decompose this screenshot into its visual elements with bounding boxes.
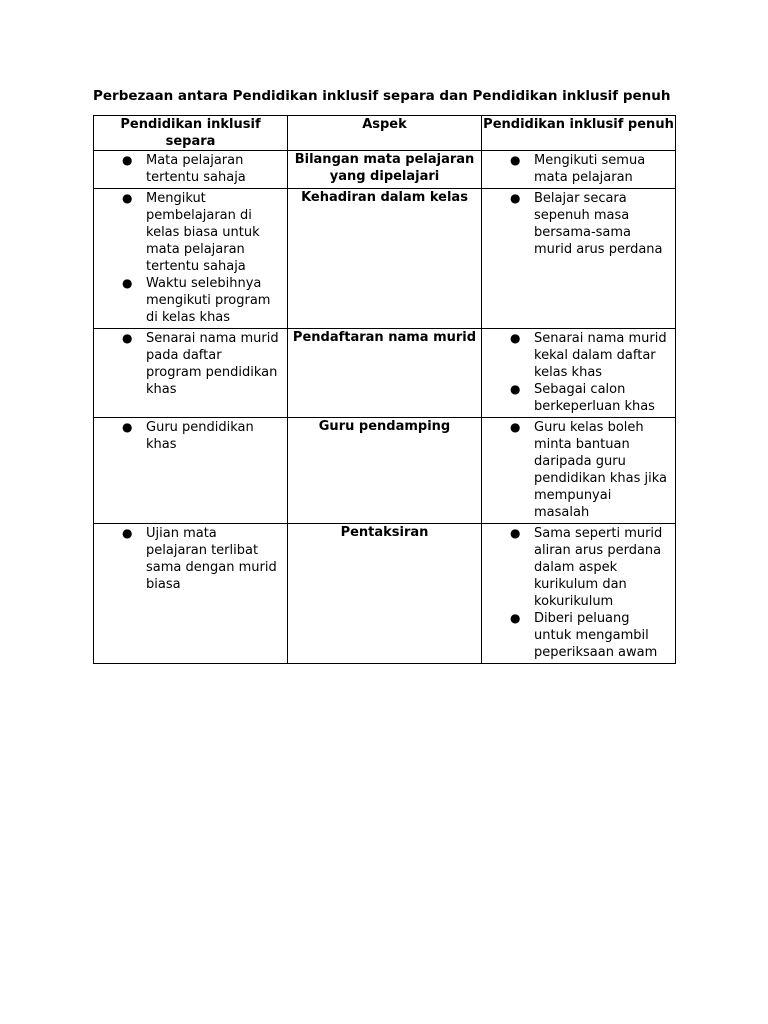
table-header-row — [94, 116, 676, 151]
list-item: ● Sebagai calon berkeperluan khas — [510, 382, 655, 414]
bullet-icon: ● — [510, 153, 521, 167]
document-title: Perbezaan antara Pendidikan inklusif separa dan Pendidikan inklusif penuh — [93, 88, 671, 104]
cell-partial — [94, 329, 288, 418]
bullet-list — [94, 418, 287, 455]
cell-partial — [94, 189, 288, 329]
cell-aspect: Kehadiran dalam kelas — [288, 189, 482, 329]
bullet-list — [94, 151, 287, 188]
bullet-icon: ● — [122, 420, 133, 434]
list-item: ● Waktu selebihnya mengikuti program di kelas khas — [122, 276, 271, 325]
bullet-icon: ● — [122, 526, 133, 540]
list-item: ● Senarai nama murid kekal dalam daftar kelas khas — [510, 331, 667, 380]
list-item: ● Guru kelas boleh minta bantuan daripada guru pendidikan khas jika mempunyai masalah — [510, 420, 667, 520]
cell-full — [482, 524, 676, 664]
header-full-inclusive: Pendidikan inklusif penuh — [482, 116, 676, 151]
bullet-icon: ● — [122, 191, 133, 205]
cell-full — [482, 189, 676, 329]
bullet-icon: ● — [122, 153, 133, 167]
list-item: ● Diberi peluang untuk mengambil peperiksaan awam — [510, 611, 658, 660]
list-item: ● Mengikuti semua mata pelajaran — [510, 153, 646, 185]
list-item: ● Guru pendidikan khas — [122, 420, 254, 452]
bullet-icon: ● — [122, 276, 133, 290]
bullet-list — [482, 151, 675, 188]
cell-aspect: Pentaksiran — [288, 524, 482, 664]
header-aspect: Aspek — [288, 116, 482, 151]
list-item: ● Senarai nama murid pada daftar program pendidikan khas — [122, 331, 279, 397]
table-row — [94, 329, 676, 418]
cell-full — [482, 329, 676, 418]
table-row — [94, 151, 676, 189]
bullet-icon: ● — [122, 331, 133, 345]
cell-aspect: Bilangan mata pelajaran yang dipelajari — [288, 151, 482, 189]
bullet-icon: ● — [510, 611, 521, 625]
cell-full — [482, 418, 676, 524]
cell-aspect: Pendaftaran nama murid — [288, 329, 482, 418]
cell-aspect: Guru pendamping — [288, 418, 482, 524]
bullet-list — [482, 524, 675, 663]
cell-partial — [94, 524, 288, 664]
list-item: ● Mata pelajaran tertentu sahaja — [122, 153, 246, 185]
comparison-table — [93, 115, 676, 664]
list-item: ● Belajar secara sepenuh masa bersama-sama murid arus perdana — [510, 191, 663, 257]
cell-partial — [94, 151, 288, 189]
bullet-list — [94, 524, 287, 595]
bullet-list — [94, 189, 287, 328]
bullet-list — [482, 418, 675, 523]
bullet-icon: ● — [510, 420, 521, 434]
bullet-list — [482, 189, 675, 260]
cell-full — [482, 151, 676, 189]
bullet-icon: ● — [510, 191, 521, 205]
list-item: ● Mengikut pembelajaran di kelas biasa untuk mata pelajaran tertentu sahaja — [122, 191, 260, 274]
table-row — [94, 524, 676, 664]
header-partial-inclusive: Pendidikan inklusif separa — [94, 116, 288, 151]
list-item: ● Ujian mata pelajaran terlibat sama dengan murid biasa — [122, 526, 277, 592]
bullet-list — [94, 329, 287, 400]
cell-partial — [94, 418, 288, 524]
bullet-icon: ● — [510, 526, 521, 540]
bullet-icon: ● — [510, 331, 521, 345]
list-item: ● Sama seperti murid aliran arus perdana dalam aspek kurikulum dan kokurikulum — [510, 526, 663, 609]
bullet-list — [482, 329, 675, 417]
table-row — [94, 418, 676, 524]
bullet-icon: ● — [510, 382, 521, 396]
table-row — [94, 189, 676, 329]
